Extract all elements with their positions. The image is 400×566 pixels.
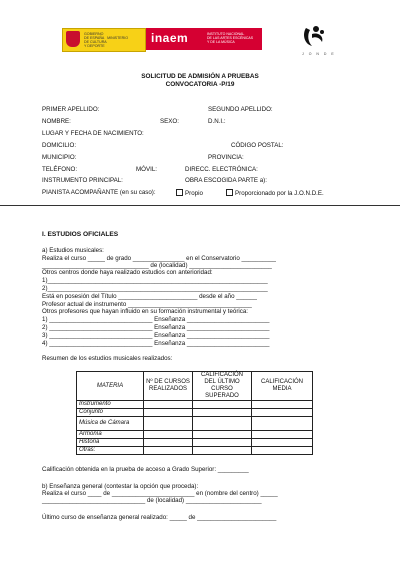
ensenanza-general-localidad[interactable]: ______________________________ de (localidad) ______________________ bbox=[42, 497, 262, 504]
table-row bbox=[77, 417, 313, 431]
cell[interactable] bbox=[144, 439, 193, 447]
coat-of-arms-icon bbox=[66, 31, 80, 47]
row-materia: Armonía bbox=[77, 431, 144, 439]
field-provincia[interactable]: PROVINCIA: bbox=[208, 154, 244, 161]
proporcionado-checkbox[interactable] bbox=[226, 189, 233, 196]
cell[interactable] bbox=[252, 431, 313, 439]
cell[interactable] bbox=[144, 417, 193, 431]
field-segundo-apellido[interactable]: SEGUNDO APELLIDO: bbox=[208, 106, 273, 113]
table-header-calificacion-media: CALIFICACIÓN MEDIA bbox=[252, 372, 313, 401]
propio-checkbox[interactable] bbox=[176, 189, 183, 196]
field-telefono[interactable]: TELÉFONO: bbox=[42, 166, 78, 173]
table-row bbox=[77, 431, 313, 439]
resumen-table bbox=[76, 371, 313, 455]
cell[interactable] bbox=[193, 447, 252, 455]
cell[interactable] bbox=[144, 409, 193, 417]
section-heading: I. ESTUDIOS OFICIALES bbox=[42, 231, 119, 238]
curso-line[interactable]: Realiza el curso _____ de grado _______________ en el Conservatorio __________ bbox=[42, 255, 276, 262]
field-dni[interactable]: D.N.I.: bbox=[208, 118, 226, 125]
cell[interactable] bbox=[144, 447, 193, 455]
otros-centros-line: Otros centros donde haya realizado estudios con anterioridad: bbox=[42, 269, 213, 276]
otros-centros-1[interactable]: 1)________________________________________________________________ bbox=[42, 277, 268, 284]
cell[interactable] bbox=[144, 431, 193, 439]
table-row bbox=[77, 409, 313, 417]
row-materia: Conjunto bbox=[77, 409, 144, 417]
field-pianista-label: PIANISTA ACOMPAÑANTE (en su caso): bbox=[42, 189, 156, 196]
field-movil[interactable]: MÓVIL: bbox=[136, 166, 157, 173]
cell[interactable] bbox=[252, 447, 313, 455]
cell[interactable] bbox=[193, 431, 252, 439]
profesor-3[interactable]: 3) ______________________________ Enseñanza ________________________ bbox=[42, 332, 270, 339]
field-obra-escogida[interactable]: OBRA ESCOGIDA PARTE a): bbox=[185, 177, 267, 184]
proporcionado-label: Proporcionado por la J.O.N.D.E. bbox=[235, 190, 324, 197]
table-header-cursos: Nº DE CURSOS REALIZADOS bbox=[144, 372, 193, 401]
profesor-4[interactable]: 4) ______________________________ Enseñanza ________________________ bbox=[42, 340, 270, 347]
field-instrumento-principal[interactable]: INSTRUMENTO PRINCIPAL: bbox=[42, 177, 123, 184]
table-header-materia: MATERIA bbox=[77, 372, 144, 401]
propio-label: Propio bbox=[185, 190, 203, 197]
estudios-musicales-heading: a) Estudios musicales: bbox=[42, 247, 104, 254]
option-propio[interactable] bbox=[174, 189, 203, 197]
option-proporcionado[interactable] bbox=[224, 189, 324, 197]
table-header-calificacion-ultimo: CALIFICACIÓN DEL ÚLTIMO CURSO SUPERADO bbox=[193, 372, 252, 401]
inaem-logo-word: inaem bbox=[151, 31, 189, 45]
cell[interactable] bbox=[252, 401, 313, 409]
inaem-logo-subtitle: INSTITUTO NACIONAL DE LAS ARTES ESCÉNICAS Y DE LA MÚSICA bbox=[207, 32, 254, 44]
profesor-1[interactable]: 1) ______________________________ Enseñanza ________________________ bbox=[42, 316, 270, 323]
ensenanza-general-curso[interactable]: Realiza el curso ____ de ________________________ en (nombre del centro) _____ bbox=[42, 490, 278, 497]
field-primer-apellido[interactable]: PRIMER APELLIDO: bbox=[42, 106, 100, 113]
row-materia: Música de Cámara bbox=[77, 417, 144, 431]
field-municipio[interactable]: MUNICIPIO: bbox=[42, 154, 77, 161]
field-sexo[interactable]: SEXO: bbox=[160, 118, 179, 125]
table-row bbox=[77, 401, 313, 409]
profesor-2[interactable]: 2) ______________________________ Enseñanza ________________________ bbox=[42, 324, 270, 331]
field-lugar-fecha-nacimiento[interactable]: LUGAR Y FECHA DE NACIMIENTO: bbox=[42, 130, 144, 137]
field-domicilio[interactable]: DOMICILIO: bbox=[42, 142, 77, 149]
resumen-heading: Resumen de los estudios musicales realizados: bbox=[42, 355, 173, 362]
cell[interactable] bbox=[193, 439, 252, 447]
table-row bbox=[77, 447, 313, 455]
cell[interactable] bbox=[193, 417, 252, 431]
cell[interactable] bbox=[252, 409, 313, 417]
cell[interactable] bbox=[144, 401, 193, 409]
cell[interactable] bbox=[252, 439, 313, 447]
cell[interactable] bbox=[252, 417, 313, 431]
field-nombre[interactable]: NOMBRE: bbox=[42, 118, 71, 125]
section-divider bbox=[0, 205, 400, 206]
form-title: SOLICITUD DE ADMISIÓN A PRUEBAS bbox=[141, 73, 259, 80]
jonde-logo-icon bbox=[300, 22, 328, 50]
otros-profesores-line: Otros profesores que hayan influido en su formación instrumental y teórica: bbox=[42, 308, 249, 315]
jonde-logo-text: J O N D E bbox=[302, 52, 336, 56]
cell[interactable] bbox=[193, 401, 252, 409]
localidad-line[interactable]: _______________________________ de (localidad) ________________________ bbox=[42, 262, 272, 269]
form-subtitle: CONVOCATORIA -P/19 bbox=[165, 81, 235, 88]
row-materia: Instrumento bbox=[77, 401, 144, 409]
cell[interactable] bbox=[193, 409, 252, 417]
titulo-line[interactable]: Está en posesión del Título _______________________ desde el año ______ bbox=[42, 293, 257, 300]
field-codigo-postal[interactable]: CÓDIGO POSTAL: bbox=[231, 142, 284, 149]
field-email[interactable]: DIRECC. ELECTRÓNICA: bbox=[185, 166, 258, 173]
government-logo-text: GOBIERNO DE ESPAÑA MINISTERIO DE CULTURA Y DEPORTE bbox=[84, 32, 129, 48]
otros-centros-2[interactable]: 2)________________________________________________________________ bbox=[42, 285, 268, 292]
row-materia: Otras: bbox=[77, 447, 144, 455]
row-materia: Historia bbox=[77, 439, 144, 447]
profesor-actual-line[interactable]: Profesor actual de instrumento ____________________________________ bbox=[42, 301, 252, 308]
ultimo-curso-line[interactable]: Último curso de enseñanza general realizado: _____ de _______________________ bbox=[42, 514, 277, 521]
calificacion-acceso-line[interactable]: Calificación obtenida en la prueba de acceso a Grado Superior: _________ bbox=[42, 466, 249, 473]
table-row bbox=[77, 439, 313, 447]
ensenanza-general-heading: b) Enseñanza general (contestar la opción que proceda): bbox=[42, 483, 199, 490]
